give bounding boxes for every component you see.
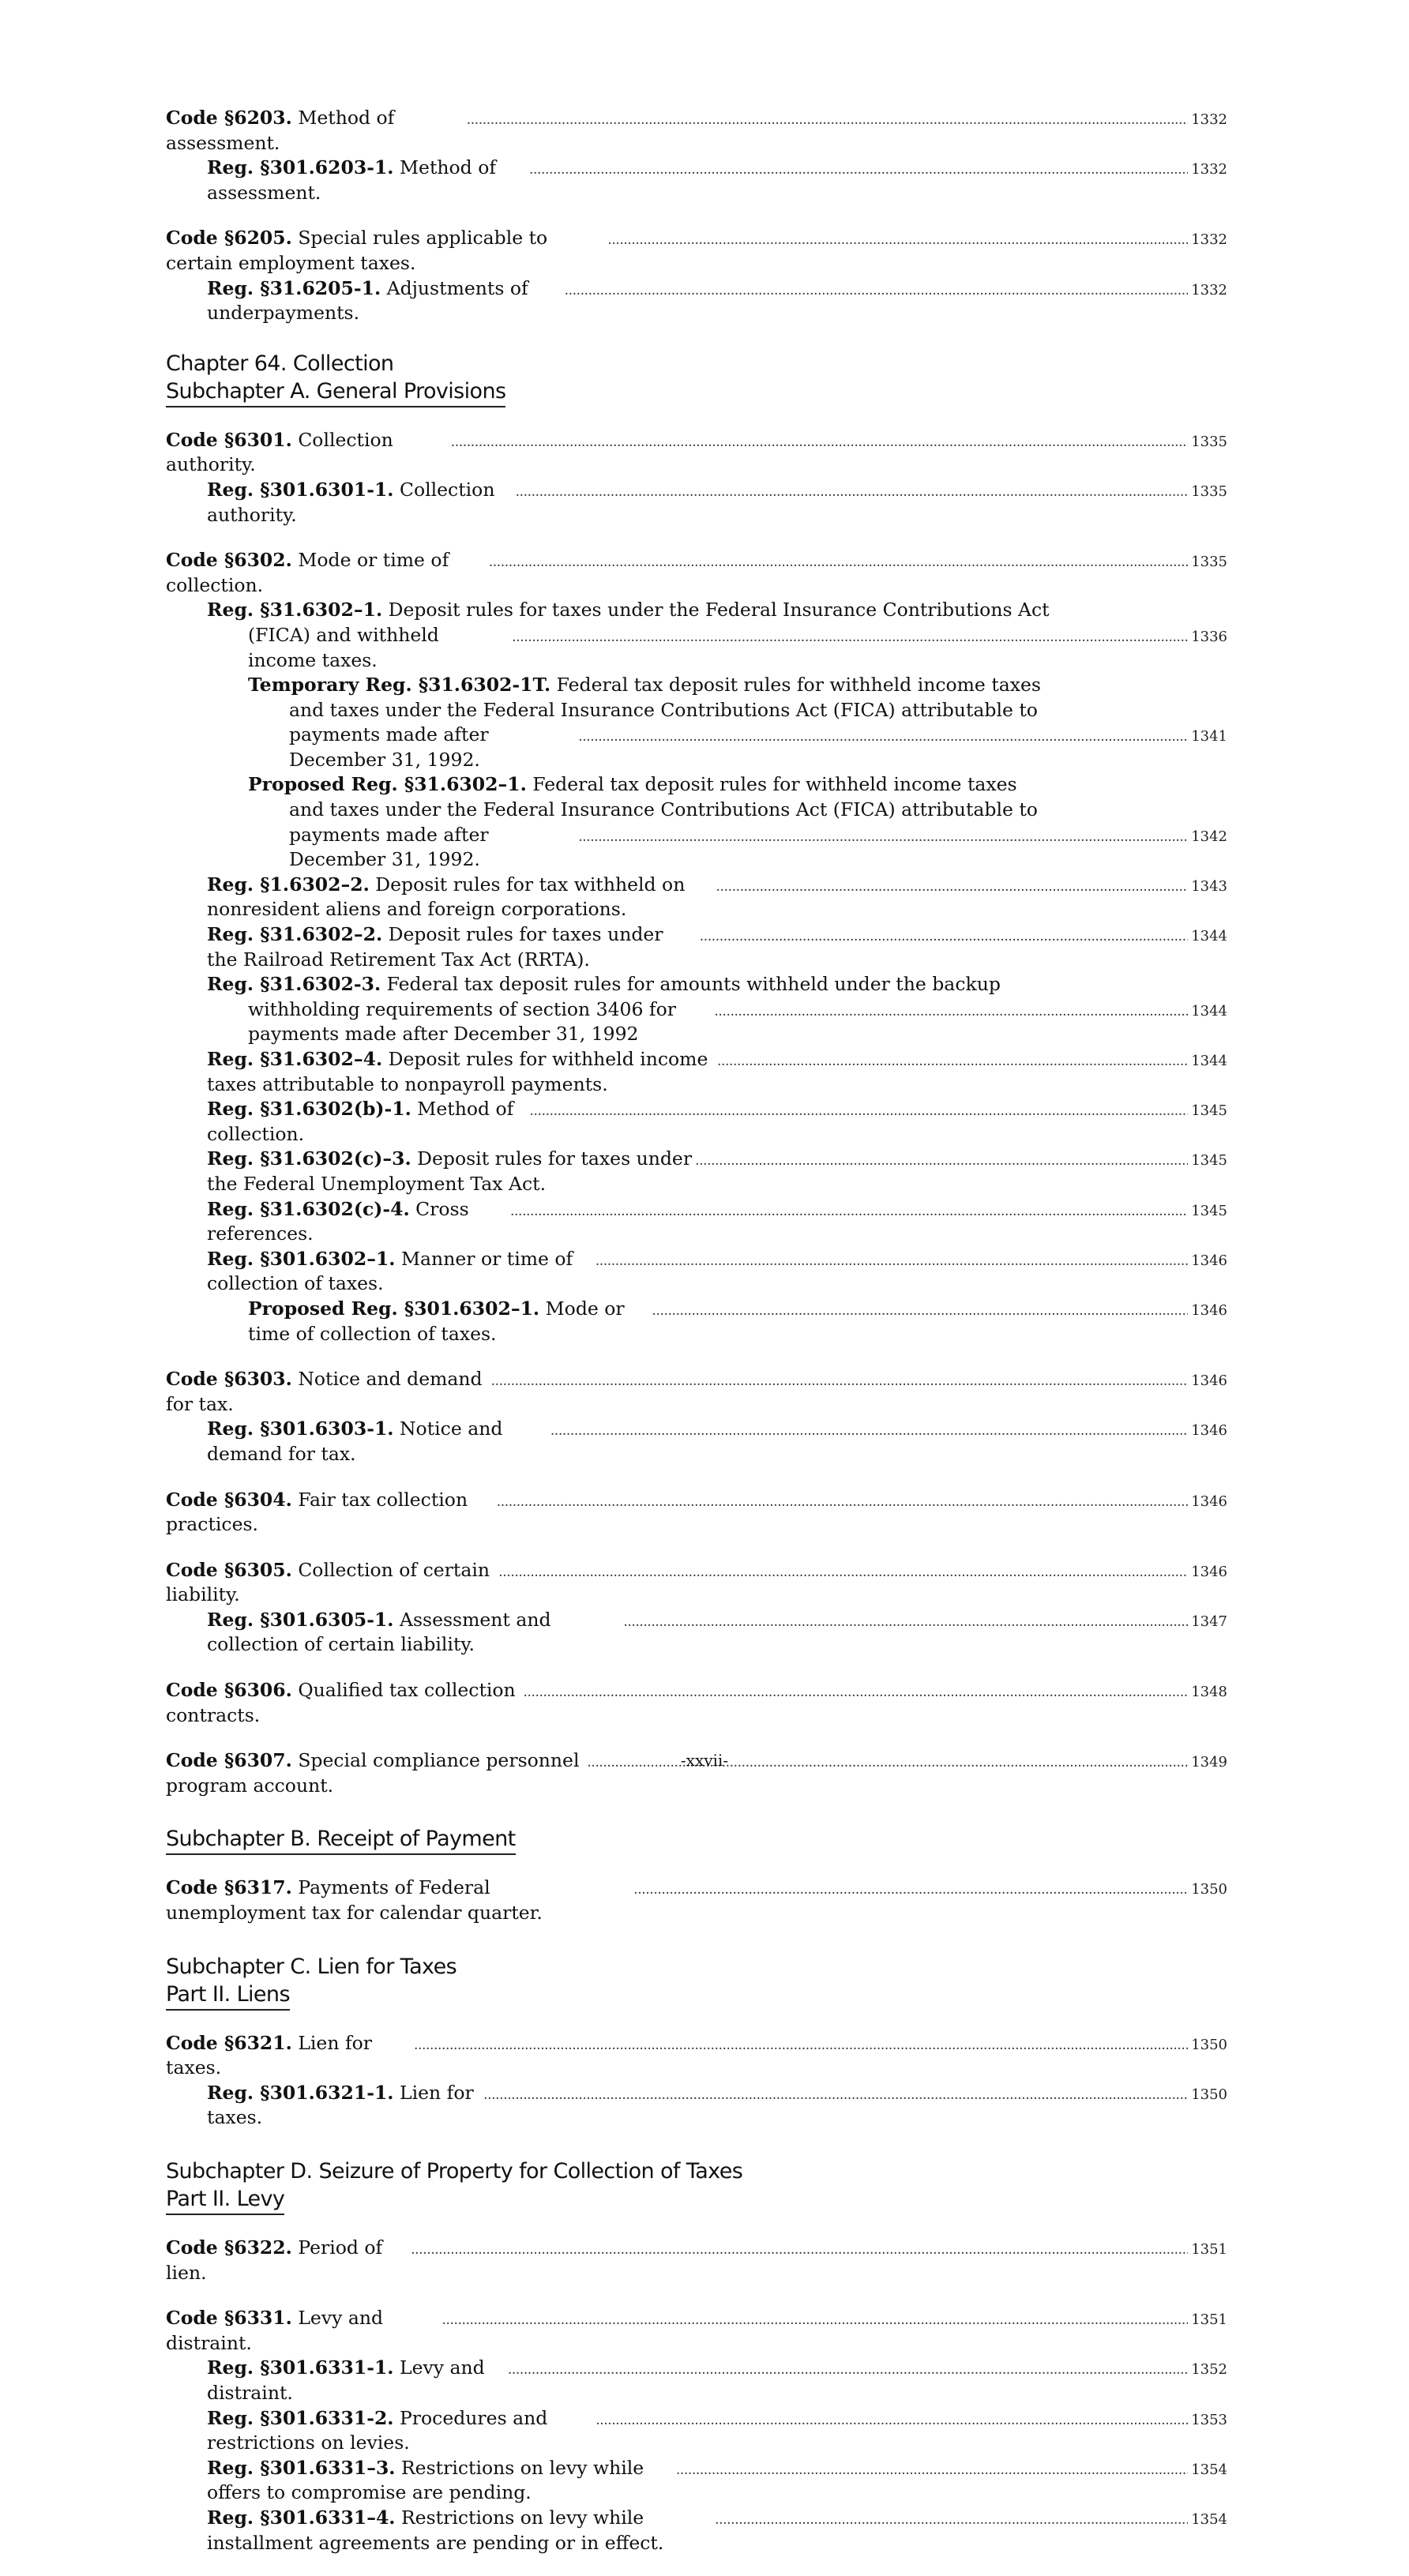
entry-label: Reg. §301.6303-1. bbox=[207, 1418, 394, 1440]
dot-leader bbox=[530, 1097, 1189, 1125]
entry-label: Code §6307. bbox=[166, 1749, 292, 1772]
dot-leader bbox=[716, 873, 1189, 900]
subchapter-heading: Subchapter D. Seizure of Property for Collection of Taxes bbox=[166, 2159, 743, 2184]
table-of-contents bbox=[166, 106, 1227, 2576]
entry-title: Federal tax deposit rules for withheld income taxes bbox=[556, 674, 1041, 697]
toc-entry bbox=[166, 1488, 1227, 1538]
entry-label: Code §6305. bbox=[166, 1558, 292, 1581]
toc-entry bbox=[166, 2306, 1227, 2356]
entry-page: 1341 bbox=[1191, 728, 1227, 745]
toc-group-6301 bbox=[166, 428, 1227, 528]
dot-leader bbox=[523, 1678, 1188, 1706]
entry-page: 1352 bbox=[1191, 2361, 1227, 2379]
entry-title: payments made after December 31, 1992. bbox=[289, 823, 489, 871]
entry-page: 1332 bbox=[1191, 161, 1227, 178]
entry-page: 1354 bbox=[1191, 2461, 1227, 2478]
dot-leader bbox=[411, 2236, 1188, 2263]
entry-page: 1335 bbox=[1191, 554, 1227, 571]
toc-entry bbox=[166, 276, 1227, 326]
entry-page: 1344 bbox=[1191, 1002, 1227, 1020]
dot-leader bbox=[498, 1558, 1188, 1586]
entry-label: Reg. §301.6301-1. bbox=[207, 478, 394, 501]
entry-label: Reg. §31.6302(b)-1. bbox=[207, 1098, 411, 1121]
toc-entry bbox=[166, 2456, 1227, 2506]
dot-leader bbox=[414, 2031, 1188, 2059]
entry-label: Reg. §301.6203-1. bbox=[207, 156, 394, 179]
toc-entry bbox=[166, 1367, 1227, 1417]
subchapter-heading: Subchapter C. Lien for Taxes bbox=[166, 1954, 457, 1979]
entry-page: 1346 bbox=[1191, 1372, 1227, 1390]
entry-title: Deposit rules for withheld income taxes attributable to nonpayroll payments. bbox=[207, 1048, 708, 1095]
dot-leader bbox=[497, 1488, 1188, 1515]
toc-group-6303 bbox=[166, 1367, 1227, 1466]
entry-title: Period of lien. bbox=[166, 2236, 383, 2284]
entry-title: Levy and distraint. bbox=[207, 2356, 485, 2404]
entry-label: Reg. §301.6302–1. bbox=[207, 1247, 396, 1270]
dot-leader bbox=[578, 723, 1188, 750]
dot-leader bbox=[451, 428, 1188, 456]
entry-title: Assessment and collection of certain liability. bbox=[207, 1608, 551, 1656]
entry-label: Reg. §31.6302(c)-4. bbox=[207, 1197, 410, 1220]
toc-entry bbox=[166, 1558, 1227, 1608]
toc-group-6305 bbox=[166, 1558, 1227, 1658]
toc-entry bbox=[166, 1678, 1227, 1728]
entry-label: Proposed Reg. §301.6302–1. bbox=[248, 1297, 540, 1320]
dot-leader bbox=[467, 106, 1188, 133]
toc-group-6205 bbox=[166, 226, 1227, 325]
toc-entry bbox=[166, 226, 1227, 276]
entry-title: Notice and demand for tax. bbox=[166, 1368, 483, 1415]
entry-title: Lien for taxes. bbox=[166, 2031, 373, 2079]
entry-title: Collection authority. bbox=[166, 428, 393, 476]
dot-leader bbox=[714, 997, 1188, 1025]
toc-entry-line bbox=[166, 972, 1227, 997]
toc-group-6331 bbox=[166, 2306, 1227, 2555]
entry-label: Proposed Reg. §31.6302–1. bbox=[248, 773, 527, 796]
entry-page: 1344 bbox=[1191, 1053, 1227, 1069]
dot-leader bbox=[676, 2456, 1188, 2484]
toc-entry-line bbox=[166, 772, 1227, 798]
entry-page: 1347 bbox=[1191, 1613, 1227, 1630]
entry-page: 1351 bbox=[1191, 2241, 1227, 2258]
entry-label: Code §6331. bbox=[166, 2307, 292, 2330]
entry-label: Code §6303. bbox=[166, 1368, 292, 1391]
toc-entry bbox=[166, 106, 1227, 156]
entry-title: payments made after December 31, 1992. bbox=[289, 723, 489, 771]
toc-entry-line bbox=[166, 698, 1227, 723]
entry-label: Code §6322. bbox=[166, 2236, 292, 2259]
toc-entry bbox=[166, 1047, 1227, 1097]
dot-leader bbox=[607, 226, 1188, 253]
entry-page: 1332 bbox=[1191, 111, 1227, 128]
entry-title: Fair tax collection practices. bbox=[166, 1488, 468, 1536]
subchapter-heading: Subchapter A. General Provisions bbox=[166, 377, 505, 407]
dot-leader bbox=[596, 2406, 1188, 2434]
toc-entry bbox=[166, 428, 1227, 478]
dot-leader bbox=[512, 623, 1188, 651]
entry-title: Deposit rules for taxes under the Federal Unemployment Tax Act. bbox=[207, 1147, 693, 1195]
entry-page: 1350 bbox=[1191, 2086, 1227, 2103]
entry-page: 1349 bbox=[1191, 1754, 1227, 1771]
entry-label: Reg. §301.6321-1. bbox=[207, 2081, 394, 2104]
toc-group-6306 bbox=[166, 1678, 1227, 1728]
toc-group-6203 bbox=[166, 106, 1227, 205]
toc-entry-line bbox=[166, 673, 1227, 698]
toc-entry bbox=[166, 1876, 1227, 1925]
entry-page: 1345 bbox=[1191, 1102, 1227, 1120]
toc-entry bbox=[166, 623, 1227, 673]
toc-group-6302 bbox=[166, 548, 1227, 1346]
entry-title: Federal tax deposit rules for withheld income taxes bbox=[532, 773, 1017, 796]
dot-leader bbox=[491, 1367, 1189, 1395]
entry-title: withholding requirements of section 3406 for payments made after December 31, 1992 bbox=[248, 997, 677, 1046]
toc-entry bbox=[166, 478, 1227, 528]
entry-page: 1351 bbox=[1191, 2311, 1227, 2329]
entry-title: Collection of certain liability. bbox=[166, 1558, 490, 1606]
entry-page: 1332 bbox=[1191, 231, 1227, 249]
entry-title: Restrictions on levy while installment agreements are pending or in effect. bbox=[207, 2506, 664, 2554]
toc-entry bbox=[166, 156, 1227, 205]
subchapter-c-header bbox=[166, 1953, 1227, 2031]
entry-title: (FICA) and withheld income taxes. bbox=[248, 623, 439, 671]
dot-leader bbox=[596, 1247, 1189, 1275]
subchapter-b-header bbox=[166, 1825, 1227, 1876]
entry-page: 1336 bbox=[1191, 628, 1227, 645]
toc-entry-line bbox=[166, 598, 1227, 623]
entry-label: Reg. §301.6331-1. bbox=[207, 2356, 394, 2379]
entry-page: 1346 bbox=[1191, 1301, 1227, 1319]
toc-entry bbox=[166, 2081, 1227, 2131]
entry-title: Adjustments of underpayments. bbox=[207, 276, 528, 325]
toc-entry bbox=[166, 2406, 1227, 2456]
entry-title: Mode or time of collection of taxes. bbox=[248, 1297, 625, 1345]
toc-entry bbox=[166, 823, 1227, 873]
entry-label: Reg. §31.6302–1. bbox=[207, 599, 383, 621]
entry-label: Temporary Reg. §31.6302-1T. bbox=[248, 674, 551, 697]
entry-title: Deposit rules for taxes under the Federal Insurance Contributions Act bbox=[388, 599, 1050, 621]
entry-page: 1354 bbox=[1191, 2510, 1227, 2528]
entry-title: Cross references. bbox=[207, 1197, 469, 1245]
toc-entry bbox=[166, 2031, 1227, 2081]
part-heading: Part II. Levy bbox=[166, 2185, 284, 2215]
entry-label: Code §6321. bbox=[166, 2031, 292, 2054]
toc-group-6322 bbox=[166, 2236, 1227, 2285]
entry-label: Reg. §301.6331–4. bbox=[207, 2506, 396, 2529]
entry-title: Deposit rules for tax withheld on nonresident aliens and foreign corporations. bbox=[207, 873, 686, 921]
entry-title: Deposit rules for taxes under the Railroad Retirement Tax Act (RRTA). bbox=[207, 923, 663, 971]
entry-page: 1332 bbox=[1191, 281, 1227, 299]
toc-entry bbox=[166, 1097, 1227, 1147]
entry-label: Code §6304. bbox=[166, 1488, 292, 1511]
entry-label: Reg. §31.6302–4. bbox=[207, 1048, 383, 1070]
entry-title: Levy and distraint. bbox=[166, 2307, 384, 2354]
entry-label: Reg. §301.6331-2. bbox=[207, 2406, 394, 2429]
dot-leader bbox=[578, 823, 1188, 851]
entry-page: 1346 bbox=[1191, 1422, 1227, 1440]
toc-entry-line bbox=[166, 798, 1227, 823]
entry-title: Collection authority. bbox=[207, 478, 495, 526]
toc-group-6304 bbox=[166, 1488, 1227, 1538]
entry-title: Special compliance personnel program account. bbox=[166, 1749, 580, 1797]
dot-leader bbox=[529, 156, 1188, 183]
chapter-64-header bbox=[166, 350, 1227, 428]
dot-leader bbox=[550, 1417, 1188, 1444]
entry-label: Code §6301. bbox=[166, 428, 292, 451]
toc-entry bbox=[166, 1417, 1227, 1466]
entry-label: Code §6203. bbox=[166, 107, 292, 129]
entry-label: Code §6302. bbox=[166, 549, 292, 572]
entry-label: Reg. §301.6305-1. bbox=[207, 1608, 394, 1631]
page-number: -xxvii- bbox=[680, 1751, 729, 1770]
toc-entry bbox=[166, 1608, 1227, 1658]
toc-group-6317 bbox=[166, 1876, 1227, 1925]
dot-leader bbox=[510, 1197, 1188, 1225]
entry-title: Procedures and restrictions on levies. bbox=[207, 2406, 548, 2454]
toc-entry bbox=[166, 2506, 1227, 2555]
dot-leader bbox=[715, 2506, 1188, 2533]
entry-title: Method of assessment. bbox=[166, 107, 395, 154]
entry-label: Code §6306. bbox=[166, 1679, 292, 1702]
entry-page: 1344 bbox=[1191, 928, 1227, 945]
entry-title: Manner or time of collection of taxes. bbox=[207, 1247, 573, 1295]
entry-page: 1350 bbox=[1191, 2036, 1227, 2053]
entry-title: Lien for taxes. bbox=[207, 2081, 474, 2129]
toc-entry bbox=[166, 997, 1227, 1047]
subchapter-d-header bbox=[166, 2157, 1227, 2236]
dot-leader bbox=[652, 1297, 1188, 1324]
dot-leader bbox=[717, 1047, 1188, 1075]
entry-label: Reg. §1.6302–2. bbox=[207, 873, 370, 896]
entry-label: Code §6317. bbox=[166, 1876, 292, 1899]
entry-page: 1345 bbox=[1191, 1202, 1227, 1219]
toc-entry bbox=[166, 2356, 1227, 2405]
subchapter-heading: Subchapter B. Receipt of Payment bbox=[166, 1825, 516, 1855]
entry-title: and taxes under the Federal Insurance Contributions Act (FICA) attributable to bbox=[289, 798, 1038, 821]
dot-leader bbox=[700, 922, 1188, 950]
toc-entry bbox=[166, 873, 1227, 922]
entry-page: 1335 bbox=[1191, 483, 1227, 500]
dot-leader bbox=[483, 2081, 1188, 2108]
entry-label: Reg. §31.6302(c)–3. bbox=[207, 1147, 411, 1170]
entry-title: Method of collection. bbox=[207, 1098, 514, 1145]
entry-page: 1345 bbox=[1191, 1152, 1227, 1170]
entry-page: 1353 bbox=[1191, 2411, 1227, 2428]
entry-label: Reg. §301.6331–3. bbox=[207, 2456, 396, 2479]
entry-title: Restrictions on levy while offers to compromise are pending. bbox=[207, 2456, 644, 2504]
dot-leader bbox=[695, 1147, 1188, 1174]
dot-leader bbox=[441, 2306, 1188, 2334]
toc-entry bbox=[166, 1197, 1227, 1247]
toc-entry bbox=[166, 1247, 1227, 1297]
entry-page: 1346 bbox=[1191, 1252, 1227, 1269]
toc-entry bbox=[166, 1297, 1227, 1346]
entry-page: 1348 bbox=[1191, 1684, 1227, 1701]
entry-page: 1335 bbox=[1191, 433, 1227, 450]
chapter-heading: Chapter 64. Collection bbox=[166, 351, 394, 376]
dot-leader bbox=[623, 1608, 1188, 1635]
entry-page: 1342 bbox=[1191, 828, 1227, 845]
entry-label: Reg. §31.6302–2. bbox=[207, 923, 383, 946]
dot-leader bbox=[633, 1876, 1188, 1903]
entry-page: 1346 bbox=[1191, 1563, 1227, 1580]
entry-label: Reg. §31.6302-3. bbox=[207, 973, 381, 996]
entry-title: Federal tax deposit rules for amounts withheld under the backup bbox=[386, 973, 1001, 996]
toc-entry bbox=[166, 922, 1227, 972]
entry-title: Mode or time of collection. bbox=[166, 549, 449, 596]
dot-leader bbox=[565, 276, 1189, 304]
entry-title: Method of assessment. bbox=[207, 156, 497, 204]
toc-entry bbox=[166, 723, 1227, 772]
entry-page: 1343 bbox=[1191, 877, 1227, 895]
entry-title: Payments of Federal unemployment tax for calendar quarter. bbox=[166, 1876, 543, 1924]
toc-entry bbox=[166, 548, 1227, 598]
entry-title: and taxes under the Federal Insurance Contributions Act (FICA) attributable to bbox=[289, 698, 1038, 721]
entry-title: Special rules applicable to certain employment taxes. bbox=[166, 227, 548, 274]
entry-page: 1346 bbox=[1191, 1493, 1227, 1510]
entry-title: Notice and demand for tax. bbox=[207, 1418, 503, 1465]
entry-title: Qualified tax collection contracts. bbox=[166, 1679, 516, 1726]
toc-group-6321 bbox=[166, 2031, 1227, 2131]
entry-page: 1350 bbox=[1191, 1881, 1227, 1898]
entry-label: Reg. §31.6205-1. bbox=[207, 276, 381, 299]
dot-leader bbox=[508, 2356, 1188, 2383]
entry-label: Code §6205. bbox=[166, 227, 292, 250]
toc-entry bbox=[166, 2236, 1227, 2285]
dot-leader bbox=[516, 478, 1189, 505]
toc-entry bbox=[166, 1147, 1227, 1196]
part-heading: Part II. Liens bbox=[166, 1981, 290, 2011]
dot-leader bbox=[489, 548, 1188, 576]
